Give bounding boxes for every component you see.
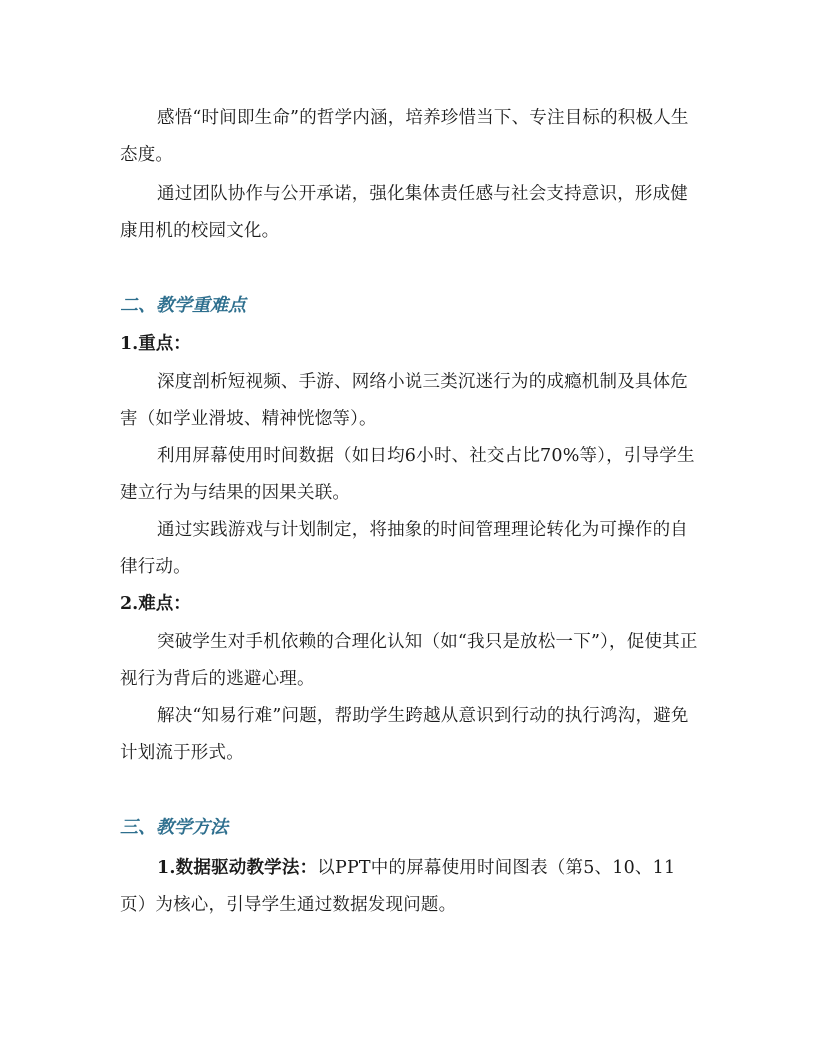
- section-heading-key-difficult-points: 二、教学重难点: [120, 295, 246, 316]
- paragraph-team-collaboration: 通过团队协作与公开承诺，强化集体责任感与社会支持意识，形成健康用机的校园文化。: [120, 184, 688, 241]
- paragraph-key-point-1: 深度剖析短视频、手游、网络小说三类沉迷行为的成瘾机制及具体危害（如学业滑坡、精神恍惚等）。: [120, 372, 688, 429]
- paragraph-difficult-point-1: 突破学生对手机依赖的合理化认知（如“我只是放松一下”），促使其正视行为背后的逃避心理。: [120, 632, 698, 689]
- section-heading-teaching-methods: 三、教学方法: [120, 817, 228, 838]
- paragraph-philosophy: 感悟“时间即生命”的哲学内涵，培养珍惜当下、专注目标的积极人生态度。: [120, 108, 689, 165]
- paragraph-key-point-2: 利用屏幕使用时间数据（如日均6小时、社交占比70%等），引导学生建立行为与结果的因果关联。: [120, 446, 695, 503]
- paragraph-method-data-driven: [120, 850, 700, 924]
- paragraph-difficult-point-2: 解决“知易行难”问题，帮助学生跨越从意识到行动的执行鸿沟，避免计划流于形式。: [120, 706, 689, 763]
- method-description: 以PPT中的屏幕使用时间图表（第5、10、11页）为核心，引导学生通过数据发现问题。: [120, 858, 676, 915]
- difficult-points-label: 2.难点：: [120, 594, 191, 614]
- key-points-label: 1.重点：: [120, 334, 191, 354]
- paragraph-key-point-3: 通过实践游戏与计划制定，将抽象的时间管理理论转化为可操作的自律行动。: [120, 520, 688, 577]
- method-lead-label: 1.数据驱动教学法：: [157, 858, 318, 878]
